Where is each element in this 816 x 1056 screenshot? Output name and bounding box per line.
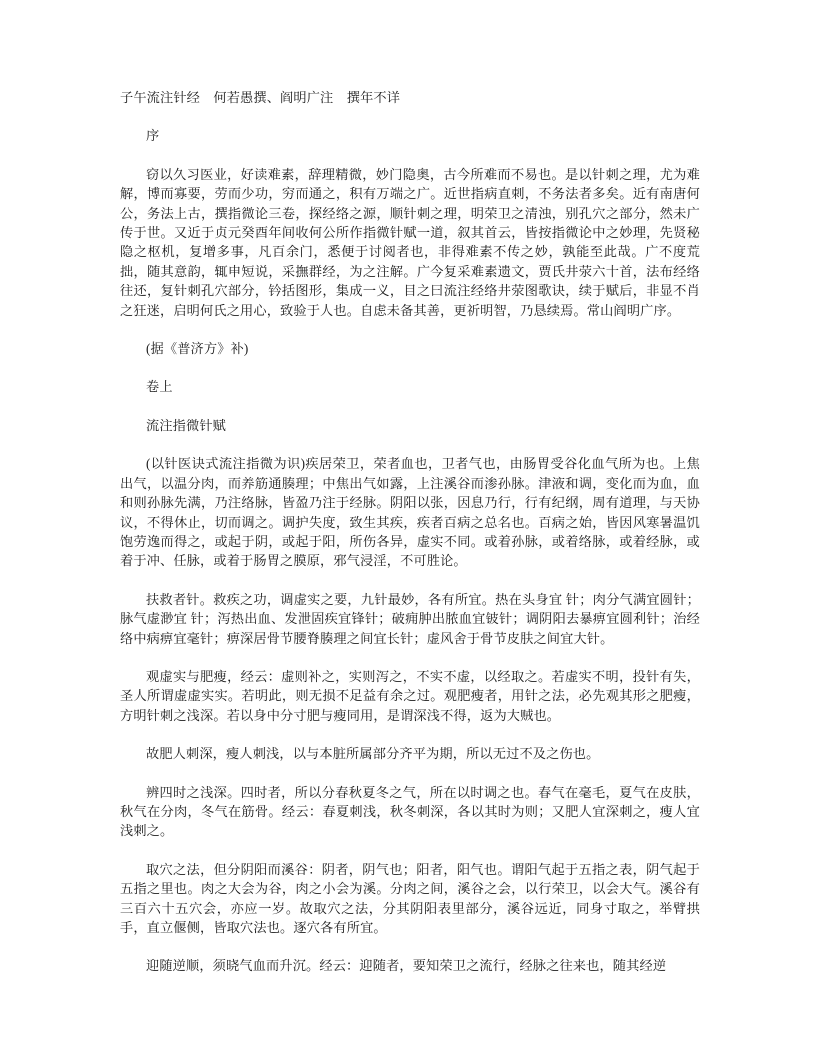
paragraph-body-3: 观虚实与肥瘦，经云：虚则补之，实则泻之，不实不虚，以经取之。若虚实不明，投针有失，圣人所谓虚虚实实。若明此，则无损不足益有余之过。观肥瘦者，用针之法，必先观其形之肥瘦，方明针刺之浅深。若以身中分寸肥与瘦同用，是谓深浅不得，返为大贼也。	[120, 668, 700, 723]
paragraph-body-6: 取穴之法，但分阴阳而溪谷：阴者，阴气也；阳者，阳气也。谓阳气起于五指之表，阴气起于五指之里也。肉之大会为谷，肉之小会为溪。分肉之间，溪谷之会，以行荣卫，以会大气。溪谷有三百六十五穴会，亦应一岁。故取穴之法，分其阴阳表里部分，溪谷远近，同身寸取之，举臂拱手，直立偃侧，皆取穴法也。逐穴各有所宜。	[120, 861, 700, 935]
volume-heading: 卷上	[146, 379, 173, 395]
paragraph-body-4: 故肥人刺深，瘦人刺浅，以与本脏所属部分齐平为期，所以无过不及之伤也。	[146, 746, 600, 762]
paragraph-body-1: (以针医诀式流注指微为识)疾居荣卫，荣者血也，卫者气也，由肠胃受谷化血气所为也。上焦出气，以温分肉，而养筋通腠理；中焦出气如露，上注溪谷而渗孙脉。津液和调，变化而为血，血和则孙脉先满，乃注络脉，皆盈乃注于经脉。阴阳以张，因息乃行，行有纪纲，周有道理，与天协议，不得休止，切而调之。调护失度，致生其疾，疾者百病之总名也。百病之始，皆因风寒暑温饥饱劳逸而得之，或起于阴，或起于阳，所伤各异，虚实不同。或着孙脉，或着络脉，或着经脉，或着于冲、任脉，或着于肠胃之膜原，邪气浸淫，不可胜论。	[120, 456, 700, 569]
paragraph-preface-body: 窃以久习医业，好读难素，辞理精微，妙门隐奥，古今所难而不易也。是以针刺之理，尤为难解，博而寡要，劳而少功，穷而通之，积有万端之广。近世指病直刺，不务法者多矣。近有南唐何公，务法上古，撰指微论三卷，探经络之源，顺针刺之理，明荣卫之清浊，别孔穴之部分，然未广传于世。又近于贞元癸酉年间收何公所作指微针赋一道，叙其首云，皆按指微论中之妙理，先贤秘隐之枢机，复增多事，凡百余门，悉便于讨阅者也，非得难素不传之妙，孰能至此哉。广不度荒拙，随其意韵，辄申短说，采撫群经，为之注解。广今复采难素遗文，贾氏井荥六十首，法布经络往还，复针刺孔穴部分，钤括图形，集成一义，目之曰流注经络井荥图歌诀，续于赋后，非显不肖之狂迷，启明何氏之用心，致验于人也。自虑未备其善，更祈明智，乃恳续焉。常山阎明广序。	[120, 166, 700, 318]
section-heading-preface: 序	[146, 128, 160, 144]
document-title: 子午流注针经 何若愚撰、阎明广注 撰年不详	[120, 90, 401, 105]
source-note: (据《普济方》补)	[146, 341, 249, 357]
paragraph-body-2: 扶救者针。救疾之功，调虚实之要，九针最妙，各有所宜。热在头身宜 针；肉分气满宜圆针；脉气虚渺宜 针；泻热出血、发泄固疾宜锋针；破痈肿出脓血宜铍针；调阴阳去暴痹宜圆利针；治经络中病痹宜毫针；痹深居骨节腰脊腠理之间宜长针；虚风舍于骨节皮肤之间宜大针。	[120, 591, 700, 646]
document-body	[120, 88, 700, 976]
paragraph-body-7: 迎随逆顺，须晓气血而升沉。经云：迎随者，要知荣卫之流行，经脉之往来也，随其经逆	[146, 958, 667, 974]
chapter-heading: 流注指微针赋	[146, 417, 227, 433]
paragraph-body-5: 辨四时之浅深。四时者，所以分春秋夏冬之气，所在以时调之也。春气在毫毛，夏气在皮肤，秋气在分肉，冬气在筋骨。经云：春夏刺浅，秋冬刺深，各以其时为则；又肥人宜深刺之，瘦人宜浅刺之。	[120, 784, 700, 839]
